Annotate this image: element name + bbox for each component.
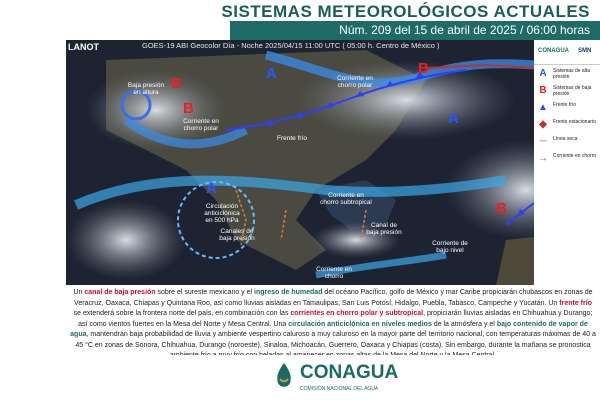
legend-symbol: B bbox=[539, 85, 547, 96]
legend-symbol: A bbox=[539, 68, 547, 79]
bulletin-subtitle: Núm. 209 del 15 de abril de 2025 / 06:00 horas bbox=[339, 23, 590, 37]
label-troughs: Canales de baja presión bbox=[219, 228, 255, 242]
legend-label: Sistemas de baja presión bbox=[553, 85, 592, 97]
legend-item bbox=[536, 119, 598, 133]
summary-text: , propiciarán lluvias aisladas en Chihuahua y Durango; así como vientos fuertes en la Mesa del Norte y Mesa Central. Una bbox=[78, 310, 593, 328]
legend-label: Línea seca bbox=[553, 136, 578, 142]
page-title: SISTEMAS METEOROLÓGICOS ACTUALES bbox=[221, 2, 590, 21]
label-cold-front: Frente frío bbox=[277, 135, 307, 142]
high-pressure-marker: A bbox=[448, 110, 459, 127]
legend-label: Corriente en chorro bbox=[553, 153, 597, 159]
label-polar-jet-top: Corriente en chorro polar bbox=[337, 75, 373, 89]
label-anticyclone: Circulación anticiclónica en 500 hPa bbox=[204, 203, 240, 224]
high-pressure-marker: A bbox=[266, 65, 277, 82]
summary-text: del océano Pacífico, golfo de México y mar Caribe propiciarán chubascos en zonas de Veracruz, Oaxaca, Chiapas y Quintana Roo, así como lluvias aisladas en Tamaulipas, San Luis Potosí, Hidalgo, Puebla, Tabasco, Campeche y Yucatán. Un bbox=[74, 289, 593, 307]
legend-label: Sistemas de alta presión bbox=[553, 68, 590, 80]
low-pressure-marker: B bbox=[496, 200, 507, 217]
legend-items bbox=[534, 68, 600, 167]
satellite-caption: GOES-19 ABI Geocolor Día - Noche 2025/04/15 11:00 UTC ( 05:00 h. Centro de México ) bbox=[142, 41, 440, 50]
lanot-logo: LANOT bbox=[68, 42, 99, 52]
low-pressure-marker: B bbox=[183, 100, 194, 117]
legend-item bbox=[536, 153, 598, 167]
summary-text: , mantendrán baja probabilidad de lluvia y ambiente vespertino caluroso a muy caluroso en la mayor parte del territorio nacional, con temperaturas máximas de 40 a 45 °C en zonas de Sonora, Chihuahua, Durango (noroeste), Sinaloa, Michoacán, Guerrero, Oaxaca y Chiapas (costa). Sin embargo, durante la mañana se pronostica bbox=[75, 331, 596, 349]
legend-item bbox=[536, 136, 598, 150]
summary-text: sobre el sureste mexicano y el bbox=[155, 289, 255, 296]
conagua-emblem-icon bbox=[272, 361, 296, 391]
conagua-subtitle: COMISIÓN NACIONAL DEL AGUA bbox=[300, 386, 379, 392]
conagua-logo: CONAGUA bbox=[538, 48, 569, 54]
low-pressure-marker: B bbox=[171, 75, 182, 92]
legend-logos bbox=[534, 40, 600, 65]
subtitle-bar bbox=[230, 21, 600, 40]
label-low-level-jet: Corriente de bajo nivel bbox=[432, 240, 468, 254]
legend-item bbox=[536, 85, 598, 99]
legend-label: Frente frío bbox=[553, 102, 577, 108]
satellite-map bbox=[66, 40, 600, 285]
high-pressure-marker: A bbox=[206, 180, 217, 197]
label-low-aloft: Baja presión en altura bbox=[127, 82, 165, 96]
left-margin bbox=[0, 40, 66, 355]
label-polar-jet-left: Corriente en chorro polar bbox=[183, 118, 219, 132]
label-trough-right: Canal de baja presión bbox=[366, 222, 402, 236]
summary-highlight: bajo contenido de vapor de agua bbox=[70, 320, 588, 338]
summary-highlight: canal de baja presión bbox=[84, 289, 156, 296]
smn-logo: SMN bbox=[578, 48, 592, 54]
summary-highlight: frente frío bbox=[559, 299, 592, 307]
summary-highlight: circulación anticiclónica en niveles medios bbox=[288, 320, 432, 328]
label-subtropical-jet: Corriente en chorro subtropical bbox=[320, 192, 372, 206]
summary-highlight: corrientes en chorro polar y subtropical bbox=[290, 310, 424, 317]
map-legend bbox=[534, 40, 600, 285]
legend-item bbox=[536, 68, 598, 82]
header bbox=[0, 0, 600, 40]
legend-symbol: → bbox=[538, 153, 548, 164]
summary-text: Un bbox=[73, 289, 85, 296]
summary-highlight: ingreso de humedad bbox=[254, 289, 323, 296]
low-pressure-marker: B bbox=[418, 60, 429, 77]
legend-symbol: ▲ bbox=[538, 102, 548, 113]
cloud-mass-pacific bbox=[66, 200, 186, 280]
summary-text: se extenderá sobre la frontera norte del país, en combinación con las bbox=[73, 310, 291, 317]
legend-symbol: ─ bbox=[539, 136, 547, 147]
label-jet-bottom: Corriente en chorro bbox=[316, 266, 352, 280]
legend-label: Frente estacionario bbox=[553, 119, 596, 125]
summary-text: de la atmósfera y el bbox=[431, 320, 497, 328]
footer bbox=[0, 355, 600, 400]
conagua-wordmark: CONAGUA bbox=[300, 362, 399, 383]
forecast-summary bbox=[66, 285, 600, 355]
legend-item bbox=[536, 102, 598, 116]
legend-symbol: ◆ bbox=[539, 119, 547, 130]
